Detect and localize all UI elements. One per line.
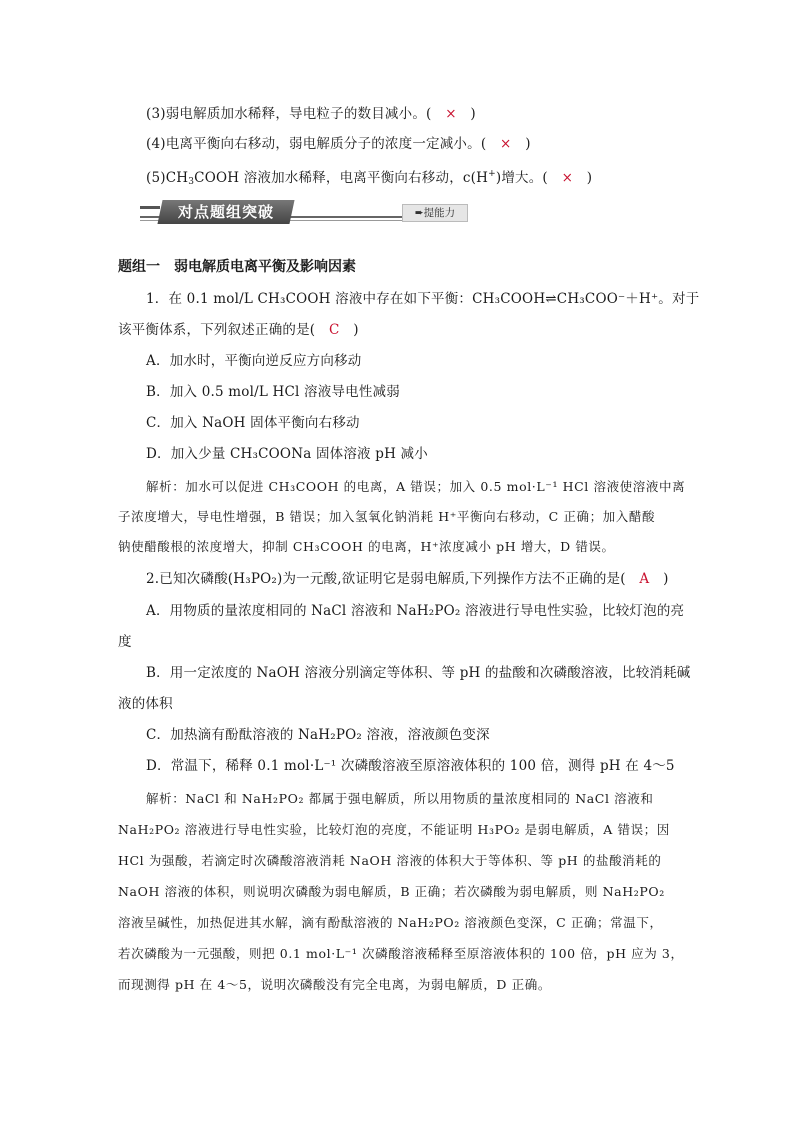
item-4-close: )	[511, 136, 531, 152]
item-3-close: )	[456, 106, 476, 122]
q2-explanation-line5: 溶液呈碱性，加热促进其水解，滴有酚酞溶液的 NaH₂PO₂ 溶液颜色变深，C 正确；常温下，	[118, 915, 663, 930]
item-3	[146, 104, 476, 124]
q1-explanation-line1: 解析：加水可以促进 CH₃COOH 的电离，A 错误；加入 0.5 mol·L⁻¹ HCl 溶液使溶液中离	[146, 479, 686, 494]
item-5-answer: ×	[561, 170, 574, 186]
item-3-answer: ×	[445, 106, 457, 122]
item-5-sup: +	[488, 169, 496, 179]
item-5-sub: 3	[188, 177, 195, 187]
q2-answer: A	[639, 571, 650, 587]
q2-explanation-line2: NaH₂PO₂ 溶液进行导电性实验，比较灯泡的亮度，不能证明 H₃PO₂ 是弱电解质，A 错误；因	[118, 822, 670, 837]
group-title: 题组一 弱电解质电离平衡及影响因素	[118, 259, 356, 275]
section-tag: ➨提能力	[402, 204, 468, 222]
q1-stem-line2	[118, 320, 359, 340]
q1-option-d: D．加入少量 CH₃COONa 固体溶液 pH 减小	[146, 446, 428, 462]
q1-option-a: A．加水时，平衡向逆反应方向移动	[146, 353, 362, 369]
q2-explanation-line3: HCl 为强酸，若滴定时次磷酸溶液消耗 NaOH 溶液的体积大于等体积、等 pH 的盐酸消耗的	[118, 853, 662, 868]
q2-option-b-cont: 液的体积	[118, 696, 173, 712]
q2-explanation-line1: 解析：NaCl 和 NaH₂PO₂ 都属于强电解质，所以用物质的量浓度相同的 NaCl 溶液和	[146, 791, 654, 806]
q1-stem-line1: 1．在 0.1 mol/L CH₃COOH 溶液中存在如下平衡：CH₃COOH⇌CH₃COO⁻＋H⁺。对于	[146, 291, 700, 307]
q2-option-c: C．加热滴有酚酞溶液的 NaH₂PO₂ 溶液，溶液颜色变深	[146, 727, 490, 743]
item-4-answer: ×	[500, 136, 512, 152]
q2-stem-close: )	[649, 571, 669, 587]
q1-option-b: B．加入 0.5 mol/L HCl 溶液导电性减弱	[146, 384, 400, 400]
item-5-close: )	[573, 170, 593, 186]
section-bar	[140, 200, 468, 226]
item-5-mid: COOH 溶液加水稀释，电离平衡向右移动，c(H	[194, 170, 489, 186]
item-5-post: )增大。(	[495, 170, 562, 186]
item-3-text: (3)弱电解质加水稀释，导电粒子的数目减小。(	[146, 106, 446, 122]
q1-answer: C	[328, 322, 340, 338]
item-5-pre: (5)CH	[146, 170, 189, 186]
item-4	[146, 134, 531, 154]
section-bar-left-tick	[140, 206, 160, 209]
q2-option-d: D．常温下，稀释 0.1 mol·L⁻¹ 次磷酸溶液至原溶液体积的 100 倍，测得 pH 在 4～5	[146, 758, 675, 774]
q2-explanation-line4: NaOH 溶液的体积，则说明次磷酸为弱电解质，B 正确；若次磷酸为弱电解质，则 NaH₂PO₂	[118, 884, 665, 899]
q2-option-a: A．用物质的量浓度相同的 NaCl 溶液和 NaH₂PO₂ 溶液进行导电性实验，比较灯泡的亮	[146, 603, 685, 619]
q2-explanation-line7: 而现测得 pH 在 4～5，说明次磷酸没有完全电离，为弱电解质，D 正确。	[118, 977, 551, 992]
q1-explanation-line3: 钠使醋酸根的浓度增大，抑制 CH₃COOH 的电离，H⁺浓度减小 pH 增大，D 错误。	[118, 539, 615, 554]
q2-stem-text: 2.已知次磷酸(H₃PO₂)为一元酸,欲证明它是弱电解质,下列操作方法不正确的是(	[146, 571, 640, 587]
q2-stem	[146, 569, 669, 589]
item-4-text: (4)电离平衡向右移动，弱电解质分子的浓度一定减小。(	[146, 136, 500, 152]
q1-stem-text: 该平衡体系，下列叙述正确的是(	[118, 322, 329, 338]
section-title	[157, 200, 294, 224]
q2-option-b: B．用一定浓度的 NaOH 溶液分别滴定等体积、等 pH 的盐酸和次磷酸溶液，比较消耗碱	[146, 665, 691, 681]
q1-option-c: C．加入 NaOH 固体平衡向右移动	[146, 415, 360, 431]
q2-explanation-line6: 若次磷酸为一元强酸，则把 0.1 mol·L⁻¹ 次磷酸溶液稀释至原溶液体积的 100 倍，pH 应为 3，	[118, 946, 684, 961]
q1-stem-close: )	[339, 322, 359, 338]
q2-option-a-cont: 度	[118, 634, 132, 650]
q1-explanation-line2: 子浓度增大，导电性增强，B 错误；加入氢氧化钠消耗 H⁺平衡向右移动，C 正确；加入醋酸	[118, 509, 656, 524]
item-5	[146, 164, 592, 192]
section-title-text: 对点题组突破	[177, 203, 274, 221]
